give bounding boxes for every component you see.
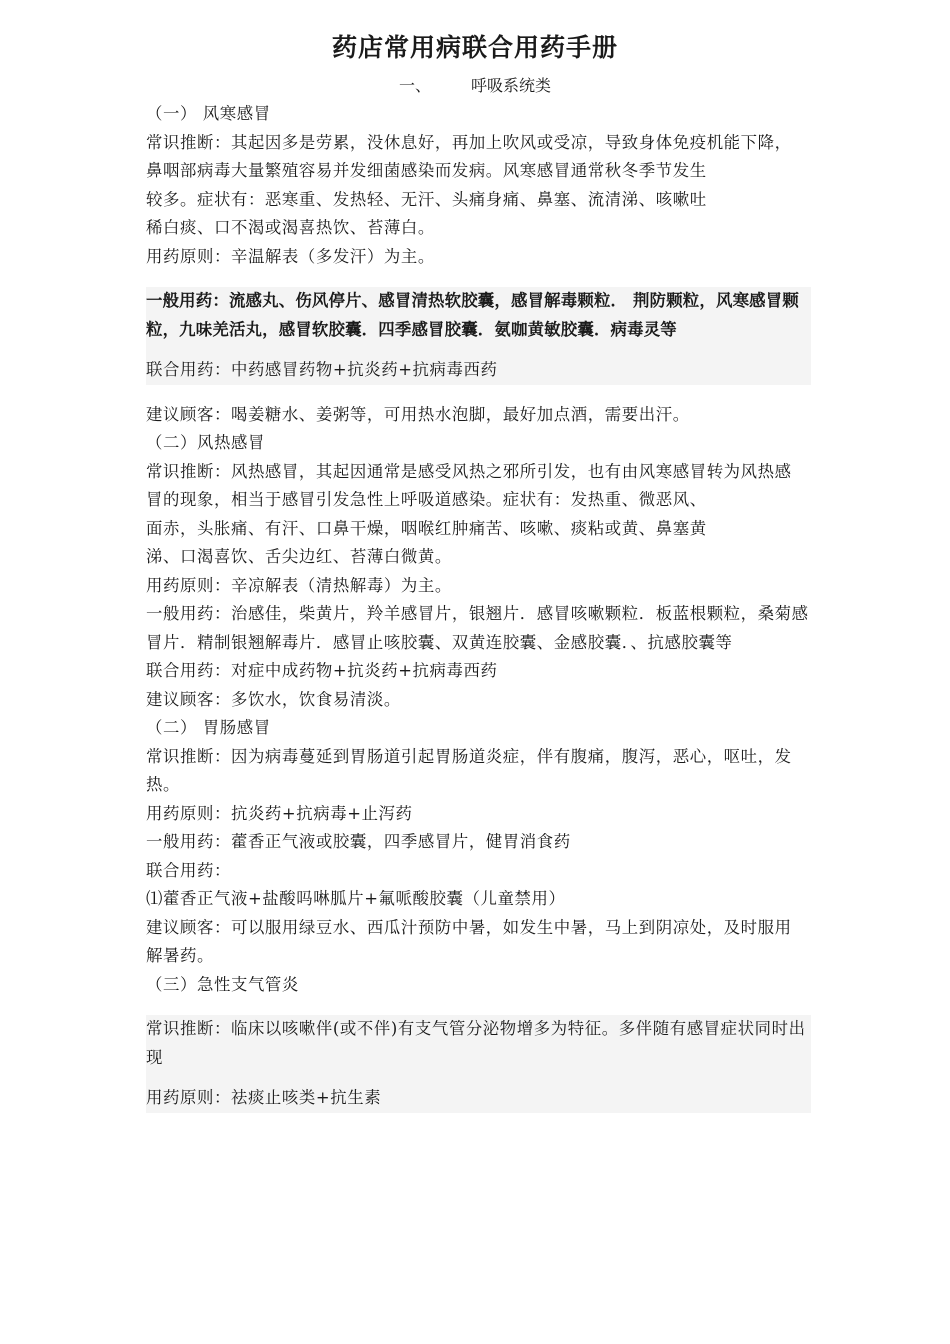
bold-general-medication: 一般用药：流感丸、伤风停片、感冒清热软胶囊，感冒解毒颗粒． 荆防颗粒，风寒感冒颗粒，九味羌活丸，感冒软胶囊．四季感冒胶囊．氨咖黄敏胶囊．病毒灵等	[146, 287, 811, 344]
paragraph-line: 常识推断：因为病毒蔓延到胃肠道引起胃肠道炎症，伴有腹痛，腹泻，恶心，呕吐，发	[146, 746, 792, 766]
paragraph-line: 联合用药：	[146, 860, 231, 880]
paragraph-line: 涕、口渴喜饮、舌尖边红、苔薄白微黄。	[146, 547, 452, 566]
paragraph-line: 联合用药：对症中成药物+抗炎药+抗病毒西药	[146, 661, 498, 680]
paragraph-line: 常识推断：临床以咳嗽伴(或不伴)有支气管分泌物增多为特征。多伴随有感冒症状同时出现	[146, 1015, 811, 1072]
subheading-wind-cold: （一） 风寒感冒	[146, 104, 271, 123]
paragraph-line: 用药原则：辛凉解表（清热解毒）为主。	[146, 575, 452, 595]
paragraph-line: 稀白痰、口不渴或渴喜热饮、苔薄白。	[146, 218, 435, 237]
paragraph-line: 热。	[146, 775, 180, 794]
page-title: 药店常用病联合用药手册	[331, 33, 618, 62]
paragraph-line: 一般用药：藿香正气液或胶囊，四季感冒片，健胃消食药	[146, 832, 571, 851]
subheading-gastro: （二） 胃肠感冒	[146, 718, 271, 737]
section-heading	[0, 73, 950, 96]
paragraph-line: 用药原则：祛痰止咳类+抗生素	[146, 1072, 811, 1113]
paragraph-line: 面赤，头胀痛、有汗、口鼻干燥，咽喉红肿痛苦、咳嗽、痰粘或黄、鼻塞黄	[146, 518, 707, 538]
paragraph-line: 建议顾客：可以服用绿豆水、西瓜汁预防中暑，如发生中暑，马上到阴凉处，及时服用	[146, 917, 792, 937]
paragraph-line: 冒的现象，相当于感冒引发急性上呼吸道感染。症状有：发热重、微恶风、	[146, 490, 707, 509]
paragraph-line: 解暑药。	[146, 946, 214, 965]
paragraph-line: 常识推断：风热感冒，其起因通常是感受风热之邪所引发，也有由风寒感冒转为风热感	[146, 461, 792, 481]
paragraph-line: 较多。症状有：恶寒重、发热轻、无汗、头痛身痛、鼻塞、流清涕、咳嗽吐	[146, 189, 707, 209]
paragraph-line: 常识推断：其起因多是劳累，没休息好，再加上吹风或受凉，导致身体免疫机能下降，	[146, 132, 792, 152]
paragraph-line: ⑴藿香正气液+盐酸吗啉胍片+氟哌酸胶囊（儿童禁用）	[146, 889, 566, 908]
paragraph-line: 联合用药：中药感冒药物+抗炎药+抗病毒西药	[146, 344, 811, 385]
paragraph-line: 建议顾客：喝姜糖水、姜粥等，可用热水泡脚，最好加点酒，需要出汗。	[146, 404, 690, 424]
subheading-bronchitis: （三）急性支气管炎	[146, 974, 299, 994]
paragraph-line: 建议顾客：多饮水，饮食易清淡。	[146, 689, 401, 709]
paragraph-line: 鼻咽部病毒大量繁殖容易并发细菌感染而发病。风寒感冒通常秋冬季节发生	[146, 161, 707, 180]
section-number: 一、	[398, 76, 431, 95]
subheading-wind-heat: （二）风热感冒	[146, 433, 265, 452]
section-title: 呼吸系统类	[471, 76, 552, 95]
document-body	[146, 100, 811, 1113]
paragraph-line: 用药原则：抗炎药+抗病毒+止泻药	[146, 803, 413, 823]
paragraph-line: 一般用药：治感佳，柴黄片，羚羊感冒片，银翘片．感冒咳嗽颗粒．板蓝根颗粒，桑菊感冒片．精制银翘解毒片．感冒止咳胶囊、双黄连胶囊、金感胶囊．、抗感胶囊等	[146, 604, 809, 652]
paragraph-line: 用药原则：辛温解表（多发汗）为主。	[146, 246, 435, 266]
